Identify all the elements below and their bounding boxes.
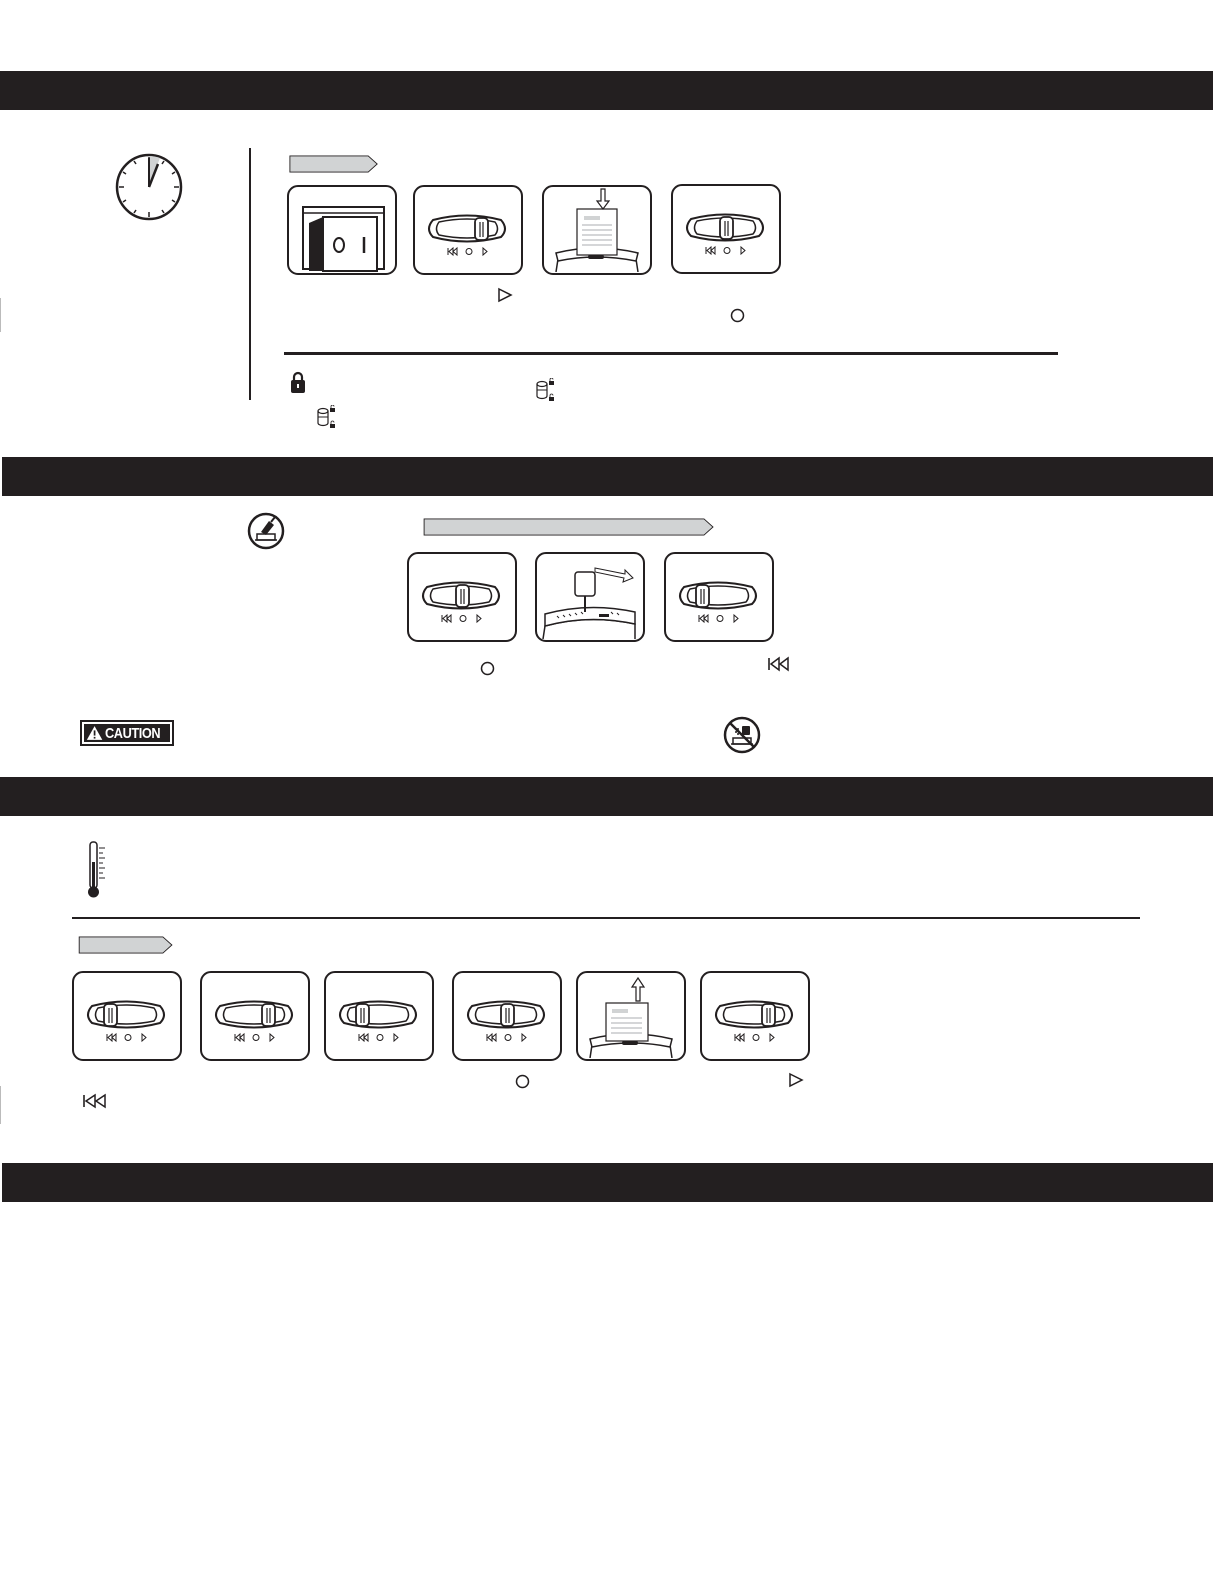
section-header-bar-3 xyxy=(0,777,1213,816)
oil-bottle-icon xyxy=(247,512,285,550)
vertical-divider xyxy=(249,148,251,400)
step-tab-3 xyxy=(73,936,179,954)
padlock-icon xyxy=(290,370,306,394)
slide-switch-off-panel xyxy=(407,552,517,642)
slide-switch-auto-panel xyxy=(200,971,310,1061)
slide-switch-off-panel xyxy=(324,971,434,1061)
no-aerosol-icon xyxy=(723,716,761,754)
slide-switch-off-panel xyxy=(452,971,562,1061)
caution-text: CAUTION xyxy=(105,724,161,742)
margin-mark xyxy=(0,1086,1,1124)
reverse-symbol xyxy=(82,1093,110,1109)
section-header-bar-1 xyxy=(0,71,1213,110)
off-symbol xyxy=(480,661,495,676)
paper-removal-panel xyxy=(576,971,686,1061)
section-header-bar-2 xyxy=(2,457,1213,496)
rocker-switch-panel xyxy=(287,185,397,275)
slide-switch-auto-panel xyxy=(671,184,781,274)
section-header-bar-4 xyxy=(2,1163,1213,1202)
caution-label xyxy=(80,720,174,746)
step-tab-2 xyxy=(407,518,731,536)
thermometer-icon xyxy=(84,840,108,900)
paper-feed-panel xyxy=(542,185,652,275)
off-symbol xyxy=(515,1074,530,1089)
auto-on-symbol xyxy=(788,1072,804,1088)
media-lock-icon xyxy=(316,405,338,431)
reverse-symbol xyxy=(767,656,793,672)
clock-icon xyxy=(114,152,184,222)
section-1-divider xyxy=(284,352,1058,355)
slide-switch-auto-panel xyxy=(413,185,523,275)
auto-on-symbol xyxy=(497,287,513,303)
off-symbol xyxy=(730,308,745,323)
section-3-divider xyxy=(72,917,1140,919)
slide-switch-auto-panel xyxy=(700,971,810,1061)
caution-triangle-icon xyxy=(86,724,103,742)
slide-switch-off-panel xyxy=(72,971,182,1061)
media-lock-icon xyxy=(535,378,557,404)
slide-switch-reverse-panel xyxy=(664,552,774,642)
oil-application-panel xyxy=(535,552,645,642)
step-tab-1 xyxy=(284,155,384,173)
margin-mark xyxy=(0,298,1,332)
